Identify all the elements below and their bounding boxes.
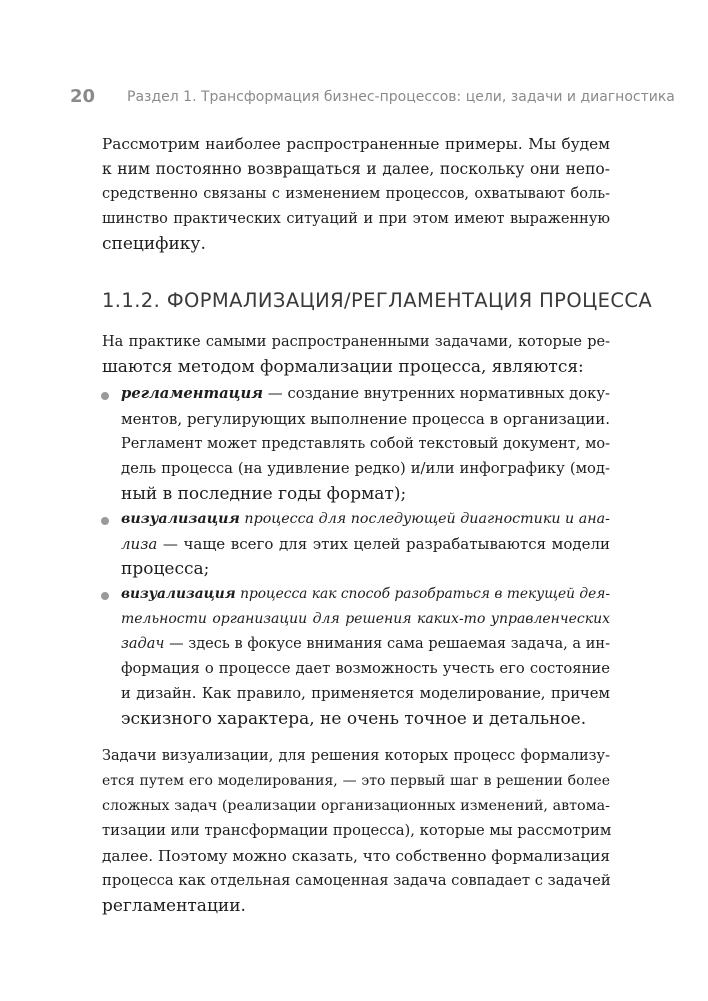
intro-line-5: специфику. [102,234,206,254]
bullet-dot-1 [101,392,109,400]
intro-line-2: к ним постоянно возвращаться и далее, поскольку они непо - [102,157,610,181]
closing-line-1: Задачи визуализации, для решения которых процесс формализу - [102,744,610,768]
bullet-dot-2 [101,517,109,525]
bullet-2-term: визуализация [121,511,240,527]
page-number: 20 [70,86,96,107]
bullet-1-line-5: ный в последние годы формат); [121,484,407,504]
closing-line-6: процесса как отдельная самоценная задача совпадает с задачей [102,872,611,889]
lead-line-1: На практике самыми распространенными задачами, которые ре - [102,330,610,354]
bullet-3-line-2: тельности организации для решения каких-то управленческих [121,611,610,627]
closing-line-2: ется путем его моделирования, — это первый шаг в решении более [102,773,610,789]
bullet-1-line-1: регламентация — создание внутренних нормативных доку - [121,382,610,406]
bullet-3-line-6: эскизного характера, не очень точное и детальное. [121,709,587,729]
closing-line-5: далее. Поэтому можно сказать, что собственно формализация [102,847,610,865]
bullet-3-line-3: задач — здесь в фокусе внимания сама решаемая задача, а ин - [121,632,610,656]
bullet-3-line-4: формация о процессе дает возможность учесть его состояние [121,660,610,677]
bullet-3-line-5: и дизайн. Как правило, применяется моделирование, причем [121,685,610,702]
bullet-2-line-3: процесса; [121,559,210,579]
closing-line-7: регламентации. [102,896,246,916]
intro-line-4: шинство практических ситуаций и при этом имеют выраженную [102,211,610,227]
bullet-dot-3 [101,592,109,600]
closing-line-4: тизации или трансформации процесса), которые мы рассмотрим [102,822,612,839]
bullet-2-line-1: визуализация процесса для последующей диагностики и ана - [121,507,610,531]
bullet-3-term: визуализация [121,586,236,602]
intro-line-1: Рассмотрим наиболее распространенные примеры. Мы будем [102,135,610,153]
bullet-1-term: регламентация [121,385,263,402]
bullet-1-line-2: ментов, регулирующих выполнение процесса в организации. [121,410,610,428]
bullet-1-line-3: Регламент может представлять собой текстовый документ, мо - [121,432,610,456]
bullet-3-line-1: визуализация процесса как способ разобраться в текущей дея - [121,582,610,606]
bullet-2-line-2: лиза — чаще всего для этих целей разрабатываются модели [121,535,610,553]
section-heading: 1.1.2. ФОРМАЛИЗАЦИЯ/РЕГЛАМЕНТАЦИЯ ПРОЦЕССА [102,289,653,312]
closing-line-3: сложных задач (реализации организационных изменений, автома - [102,794,610,818]
lead-line-2: шаются методом формализации процесса, являются: [102,357,584,377]
intro-line-3: средственно связаны с изменением процессов, охватывают боль - [102,182,610,206]
section-title: Раздел 1. Трансформация бизнес-процессов: цели, задачи и диагностика [127,89,675,105]
running-header [70,86,675,107]
bullet-1-line-4: дель процесса (на удивление редко) и/или инфографику (мод - [121,457,610,481]
